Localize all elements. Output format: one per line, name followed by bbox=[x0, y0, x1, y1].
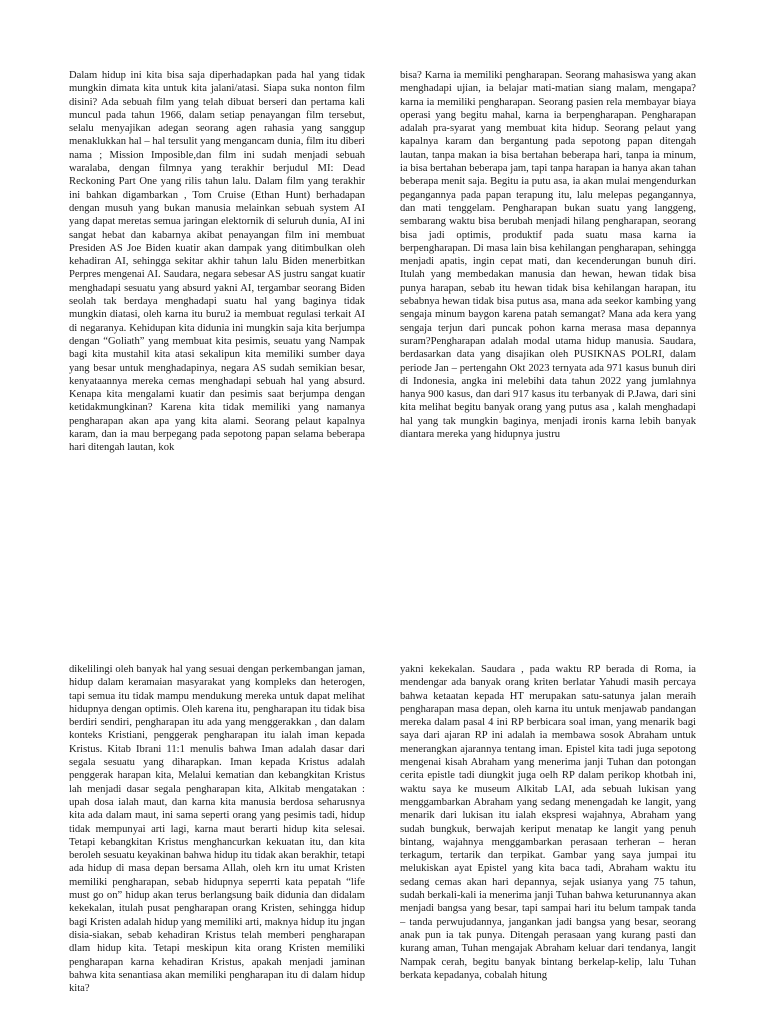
page2-column-left: dikelilingi oleh banyak hal yang sesuai dengan perkembangan jaman, hidup dalam keramaian masyarakat yang kompleks dan heterogen, tapi semua itu tidak mampu mendukung mereka untuk dapat melihat hidupnya dengan optimis. Oleh karena itu, pengharapan itu tidak bisa berdiri sendiri, pengharapan itu ada yang menggerakkan , dan dalam konteks Kristiani, penggerak pengharapan itu ialah iman kepada Kristus. Kitab Ibrani 11:1 menulis bahwa Iman adalah dasar dari segala sesuatu yang diharapkan. Iman kepada Kristus adalah penggerak harapan kita, Melalui kematian dan kebangkitan Kristus lah menjadi dasar segala pengharapan kita, Alkitab mengatakan : upah dosa ialah maut, dan karna kita manusia berdosa seharusnya kita ada dalam maut, ini sama seperti orang yang pesimis tadi, hidup tidak mempunyai arti lagi, karna maut berarti hidup kita selesai. Tetapi kebangkitan Kristus menghancurkan kekuatan itu, dan kita beroleh sesuatu keyakinan bahwa hidup itu tidak akan berakhir, tetapi ada hidup di masa depan bersama Allah, oleh krn itu umat Kristen memiliki pengharapan, sebab hidupnya seperrti kata pepatah “life must go on” hidup akan terus berlangsung baik didunia dan didalam kekekalan, itulah pusat pengharapan orang Kristen, sehingga hidup bagi Kristen adalah hidup yang memiliki arti, maknya hidup itu jngan disia-siakan, sebab kehadiran Kristus telah memberi pengharapan dlam hidup kita. Tetapi meskipun kita orang Kristen memiliki pengharapan karna kehadiran Kristus, apakah menjadi jaminan bahwa kita senantiasa akan memiliki pengharapan itu di dalam hidup kita? bbox=[69, 664, 365, 995]
page1-column-left: Dalam hidup ini kita bisa saja diperhadapkan pada hal yang tidak mungkin dimata kita untuk kita jalani/atasi. Siapa suka nonton film disini? Ada sebuah film yang telah dibuat berseri dan pertama kali muncul pada tahun 1966, dalam setiap penayangan film tersebut, selalu menyajikan adegan seorang agen rahasia yang sanggup menaklukkan hal – hal tersulit yang mengancam dunia, film itu diberi nama ; Mission Imposible,dan film ini sudah menjadi sebuah waralaba, dengan filmnya yang terakhir berjudul MI: Dead Reckoning Part One yang rilis tahun lalu. Dalam film yang terakhir ini bahkan digambarkan , Tom Cruise (Ethan Hunt) berhadapan dengan musuh yang bukan manusia melainkan sebuah system AI yang dapat meretas semua jaringan elektornik di seluruh dunia, AI ini sangat hebat dan kabarnya akibat penayangan film ini membuat Presiden AS Joe Biden kuatir akan dampak yang ditimbulkan oleh kehadiran AI, sehingga sekitar akhir tahun lalu Biden menerbitkan Perpres mengenai AI. Saudara, negara sebesar AS justru sangat kuatir menghadapi sesuatu yang absurd yakni AI, tergambar seorang Biden seolah tak berdaya menghadapi suatu hal yang baginya tidak mungkin diatasi, oleh karna itu buru2 ia membuat regulasi terkait AI di negaranya. Kehidupan kita didunia ini mungkin saja kita berjumpa dengan “Goliath” yang membuat kita pesimis, seuatu yang Nampak bagi kita mustahil kita atasi sekalipun kita memiliki sumber daya yang besar untuk menghadapinya, negara AS sudah semikian besar, kenyataannya mereka cemas menghadapi sebuah hal yang absurd. Kenapa kita mengalami kuatir dan pesimis saat berjumpa dengan ketidakmungkinan? Karena kita tidak memiliki yang namanya pengharapan akan apa yang kita alami. Seorang pelaut kapalnya karam, dan ia mau berpegang pada sepotong papan selama beberapa hari ditengah lautan, kok bbox=[69, 70, 365, 454]
page1-column-right: bisa? Karna ia memiliki pengharapan. Seorang mahasiswa yang akan menghadapi ujian, ia belajar mati-matian siang malam, mengapa?karna ia memiliki pengharapan. Seorang pasien rela membayar biaya operasi yang begitu mahal, karna ia berpengharapan. Pengharapan adalah pra-syarat yang membuat kita hidup. Seorang pelaut yang kapalnya karam dan bergantung pada sepotong papan ditengah lautan, tanpa makan ia bisa bertahan beberapa hari, tanpa ia minum, ia bisa bertahan beberapa jam, tapi tanpa harapan ia hanya akan tahan beberapa menit saja. Begitu ia putu asa, ia akan mulai mengendurkan pegangannya pada papan terapung itu, lalu melepas pegangannya, dan mati tenggelam. Pengharapan bukan suatu yang langgeng, sembarang waktu bisa berubah menjadi hilang pengharapan, seorang bisa jadi optimis, produktif pada suatu masa karna ia berpengharapan. Di masa lain bisa kehilangan pengharapan, sehingga menjadi apatis, ingin cepat mati, dan kecenderungan bunuh diri. Itulah yang membedakan manusia dan hewan, hewan tidak bisa punya harapan, sebab itu hewan tidak bisa kehilangan harapan, itu sebabnya hewan tidak bisa putus asa, mana ada seekor kambing yang sengaja minum baygon karena patah semangat? Mana ada kera yang sengaja terjun dari puncak pohon karna merasa masa depannya suram?Pengharapan adalah modal utama hidup manusia. Saudara, berdasarkan data yang disajikan oleh PUSIKNAS POLRI, dalam periode Jan – pertengahn Okt 2023 ternyata ada 971 kasus bunuh diri di Indonesia, angka ini melebihi data tahun 2022 yang jumlahnya hanya 900 kasus, dan dari 917 kasus itu terbanyak di P.Jawa, dari sini kita melihat begitu banyak orang yang putus asa , kalah menghadapi hal yang tak mungkin baginya, menjadi ironis karna lebih banyak diantara mereka yang hidupnya justru bbox=[400, 70, 696, 441]
page2-column-right: yakni kekekalan. Saudara , pada waktu RP berada di Roma, ia mendengar ada banyak orang kriten berlatar Yahudi masih percaya bahwa ketaatan kepada HT merupakan satu-satunya jalan meraih pengharapan masa depan, oleh karna itu untuk menjawab pandangan mereka dalam pasal 4 ini RP berbicara soal iman, yang menarik bagi saya dari ajaran RP ini adalah ia membawa sosok Abraham untuk menerangkan ajarannya tentang iman. Epistel kita tadi juga sepotong mengenai kisah Abraham yang menerima janji Tuhan dan potongan cerita epistle tadi diungkit juga oelh RP dalam perikop khotbah ini, waktu saya ke museum Alkitab LAI, ada sebuah lukisan yang menggambarkan Abraham yang sedang menengadah ke langit, yang menarik dari lukisan itu ialah ekspresi wajahnya, Abraham yang sudah bungkuk, berwajah keriput menatap ke langit yang penuh bintang, wajahnya menggambarkan perasaan terheran – heran terkagum, tertarik dan terpikat. Gambar yang saya jumpai itu melukiskan ayat Epistel yang kita baca tadi, Abraham waktu itu sedang cemas akan hari depannya, sejak usianya yang 75 tahun, sudah berkali-kali ia menerima janji Tuhan bahwa keturunannya akan menjadi bangsa yang besar, tapi sampai hari itu belum tampak tanda – tanda perwujudannya, jangankan jadi bangsa yang besar, seorang anak pun ia tak punya. Ditengah perasaan yang kurang pasti dan kurang aman, Tuhan mengajak Abraham keluar dari tendanya, langit Nampak cerah, begitu banyak bintang berkelap-kelip, lalu Tuhan berkata kepadanya, cobalah hitung bbox=[400, 664, 696, 981]
